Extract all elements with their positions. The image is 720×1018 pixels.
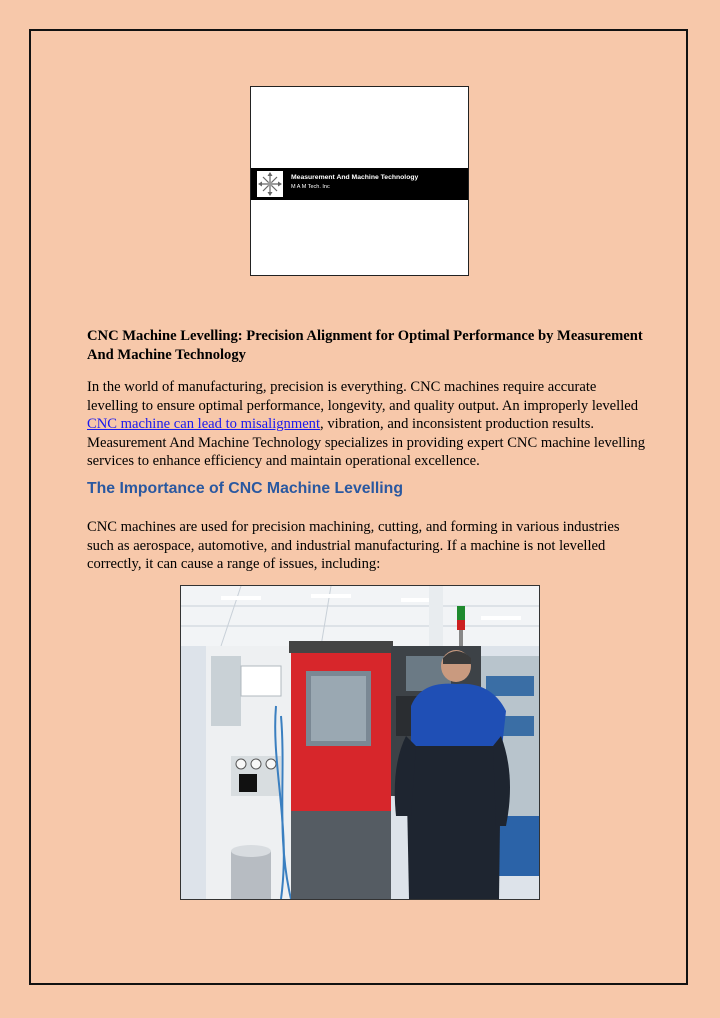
worker-at-cnc-machine-photo: [180, 585, 540, 900]
cnc-misalignment-link[interactable]: CNC machine can lead to misalignment: [87, 416, 321, 432]
four-arrows-emblem-icon: [257, 171, 283, 197]
section-paragraph: CNC machines are used for precision machining, cutting, and forming in various industries such as aerospace, automotive, and industrial manufacturing. If a machine is not levelled correctly, it can cause a range of issues, including:: [87, 519, 620, 572]
logo-company-name: Measurement And Machine Technology: [291, 174, 419, 181]
article-title: CNC Machine Levelling: Precision Alignment for Optimal Performance by Measurement And Machine Technology: [87, 328, 643, 363]
logo-band: [251, 168, 468, 200]
company-logo: [250, 86, 469, 276]
intro-paragraph: In the world of manufacturing, precision is everything. CNC machines require accurate levelling to ensure optimal performance, longevity, and quality output. An improperly levelled CNC machine can lead to misalignment, vibration, and inconsistent production results. Measurement And Machine Technology specializes in providing expert CNC machine levelling services to enhance efficiency and maintain operational excellence.: [87, 379, 645, 469]
logo-subtitle: M A M Tech. Inc: [291, 184, 330, 190]
section-heading: The Importance of CNC Machine Levelling: [87, 480, 403, 497]
